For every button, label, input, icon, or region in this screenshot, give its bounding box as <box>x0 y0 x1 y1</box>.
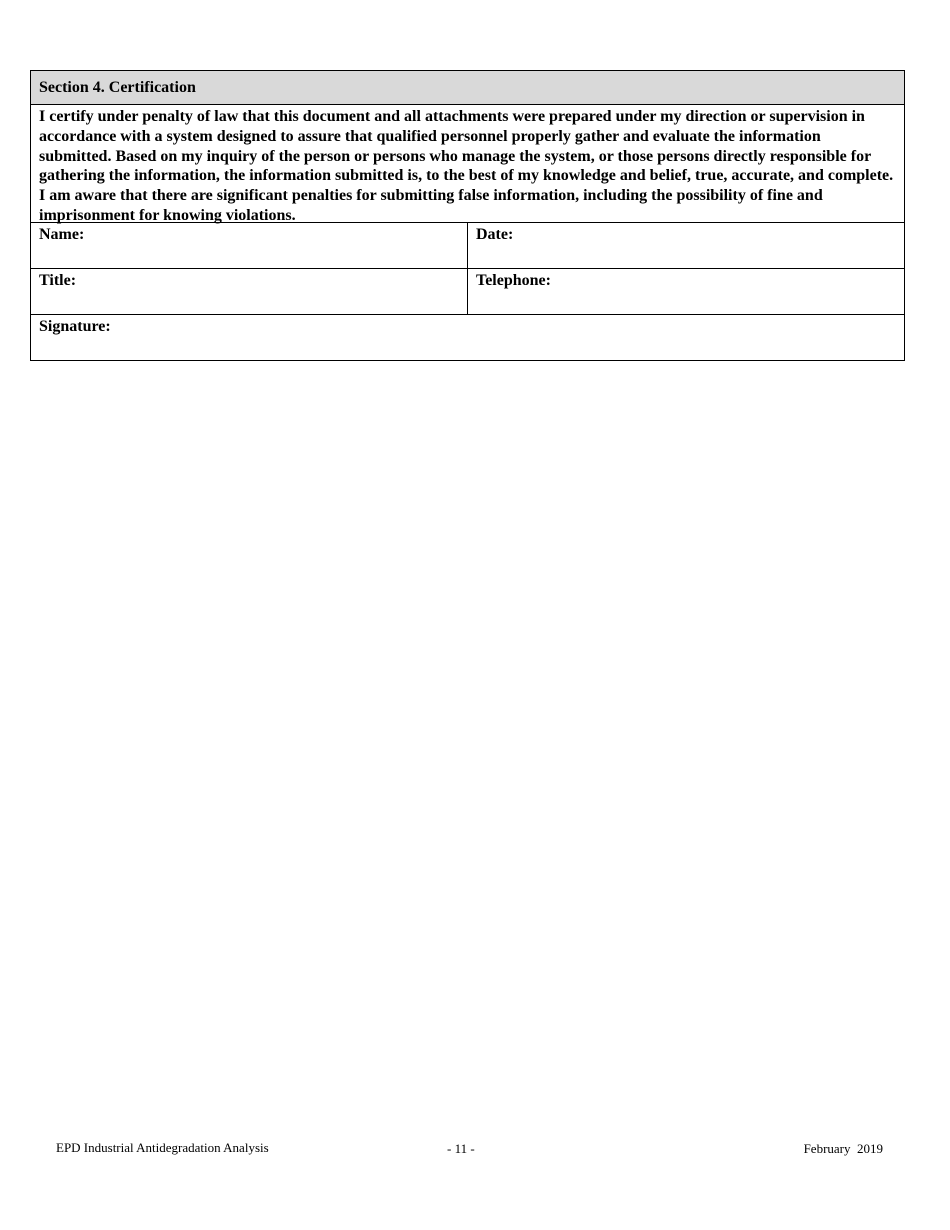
telephone-label: Telephone: <box>476 272 551 289</box>
signature-label: Signature: <box>39 318 111 335</box>
title-field[interactable] <box>31 269 468 314</box>
footer-date: February 2019 <box>803 1141 883 1156</box>
telephone-field[interactable] <box>468 269 904 314</box>
date-label: Date: <box>476 226 514 243</box>
title-telephone-row <box>31 269 904 315</box>
name-field[interactable] <box>31 223 468 268</box>
footer-document-title: EPD Industrial Antidegradation Analysis <box>56 1140 269 1155</box>
name-date-row <box>31 223 904 269</box>
date-field[interactable] <box>468 223 904 268</box>
name-label: Name: <box>39 226 85 243</box>
certification-table <box>30 70 905 361</box>
section-title: Section 4. Certification <box>31 71 904 105</box>
signature-row <box>31 315 904 360</box>
signature-field[interactable] <box>31 315 904 360</box>
page-footer <box>56 1140 883 1160</box>
certification-statement: I certify under penalty of law that this document and all attachments were prepared under my direction or supervision in accordance with a system designed to assure that qualified personnel properly gather and evaluate the information submitted. Based on my inquiry of the person or persons who manage the system, or those persons directly responsible for gathering the information, the information submitted is, to the best of my knowledge and belief, true, accurate, and complete. I am aware that there are significant penalties for submitting false information, including the possibility of fine and imprisonment for knowing violations. <box>31 105 904 223</box>
footer-page-number: - 11 - <box>447 1141 475 1156</box>
title-label: Title: <box>39 272 77 289</box>
